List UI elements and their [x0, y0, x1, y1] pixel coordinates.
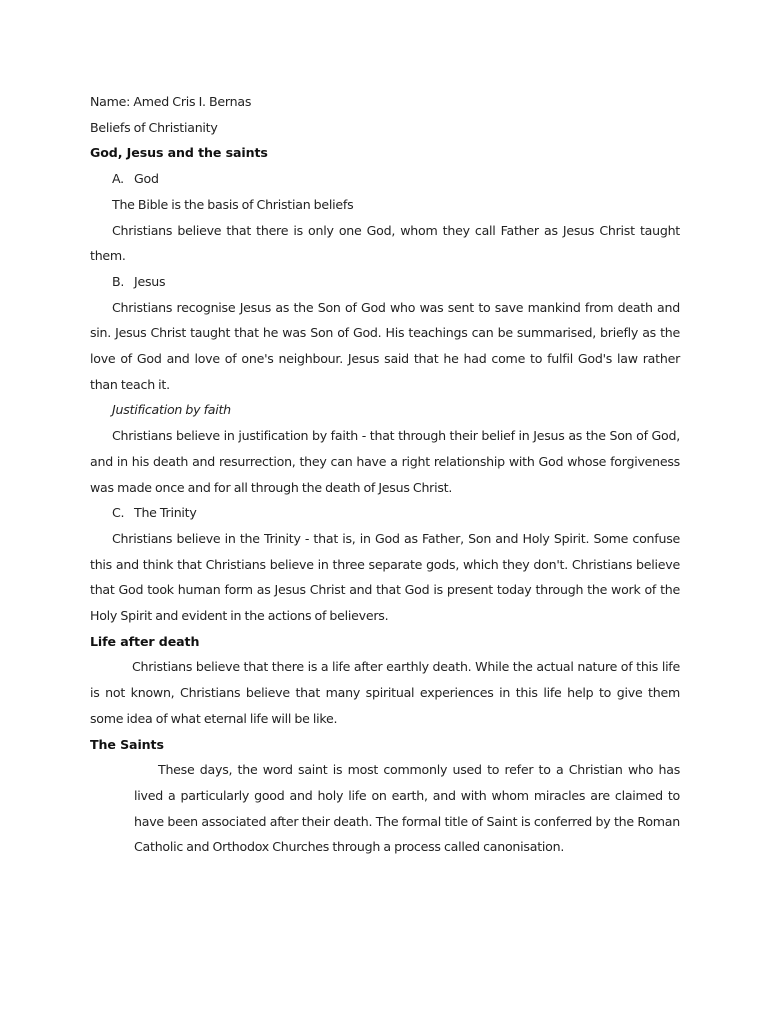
paragraph-life-after-death: Christians believe that there is a life after earthly death. While the actual nature of this life is not known, Christians believe that many spiritual experiences in this life help to give them some idea of what eternal life will be like.: [90, 659, 680, 726]
paragraph-one-god: Christians believe that there is only one God, whom they call Father as Jesus Christ taught them.: [90, 222, 680, 264]
subheading-justification: Justification by faith: [112, 402, 231, 418]
list-item-jesus: [90, 269, 680, 295]
list-marker: C.: [112, 505, 125, 521]
list-item-label: Jesus: [134, 273, 166, 289]
paragraph-jesus-son-of-god: Christians recognise Jesus as the Son of God who was sent to save mankind from death and sin. Jesus Christ taught that he was Son of God. His teachings can be summarised, briefly as the love of God and love of one's neighbour. Jesus said that he had come to fulfil God's law rather than teach it.: [90, 299, 680, 392]
paragraph-trinity: Christians believe in the Trinity - that is, in God as Father, Son and Holy Spirit. Some confuse this and think that Christians believe in three separate gods, which they don't. Christians believe that God took human form as Jesus Christ and that God is present today through the work of the Holy Spirit and evident in the actions of believers.: [90, 530, 680, 624]
list-item-label: The Trinity: [134, 505, 197, 521]
paragraph-justification: Christians believe in justification by faith - that through their belief in Jesus as the Son of God, and in his death and resurrection, they can have a right relationship with God whose forgiveness was made once and for all through the death of Jesus Christ.: [90, 428, 680, 495]
list-marker: B.: [112, 273, 125, 289]
document-subject: Beliefs of Christianity: [90, 119, 218, 135]
list-item-trinity: [90, 500, 680, 526]
paragraph-bible-basis: The Bible is the basis of Christian beliefs: [112, 196, 354, 212]
heading-life-after-death: Life after death: [90, 633, 200, 649]
list-marker: A.: [112, 171, 124, 187]
heading-the-saints: The Saints: [90, 736, 164, 752]
paragraph-the-saints: These days, the word saint is most commonly used to refer to a Christian who has lived a particularly good and holy life on earth, and with whom miracles are claimed to have been associated after their death. The formal title of Saint is conferred by the Roman Catholic and Orthodox Churches through a process called canonisation.: [134, 762, 680, 855]
author-name-line: Name: Amed Cris I. Bernas: [90, 94, 252, 109]
document-body: [90, 89, 680, 860]
list-item-label: God: [134, 171, 159, 187]
list-item-god: [90, 166, 680, 192]
main-heading: God, Jesus and the saints: [90, 145, 268, 161]
